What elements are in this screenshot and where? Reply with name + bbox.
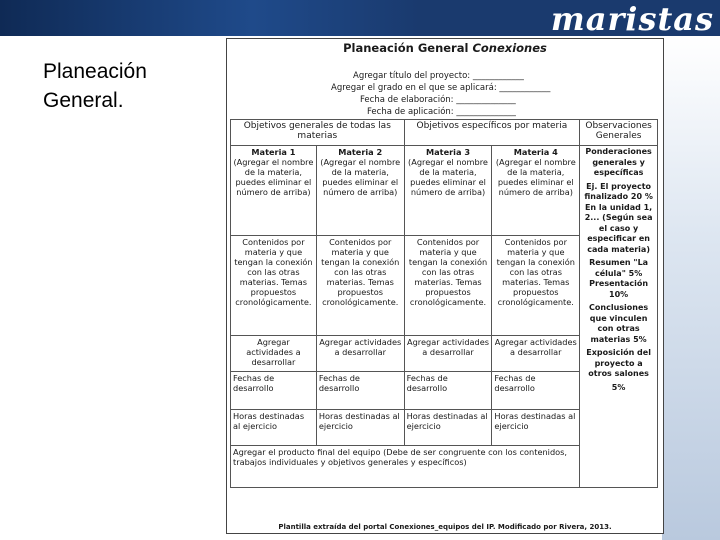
observation-item: Ponderaciones generales y específicas — [585, 147, 652, 177]
contents-cell: Contenidos por materia y que tengan la conexión con las otras materias. Temas propuestos cronológicamente. — [404, 236, 492, 336]
subject-name: Materia 1 — [251, 147, 296, 157]
subject-cell-2 — [316, 146, 404, 236]
document-title — [227, 41, 663, 55]
meta-project-title: Agregar título del proyecto: ____________ — [353, 71, 524, 81]
activities-cell: Agregar actividades a desarrollar — [492, 336, 580, 372]
subject-cell-3 — [404, 146, 492, 236]
meta-application-date: Fecha de aplicación: ______________ — [367, 107, 516, 117]
subject-desc: (Agregar el nombre de la materia, puedes eliminar el número de arriba) — [408, 157, 488, 197]
hours-cell: Horas destinadas al ejercicio — [231, 410, 317, 446]
slide-title: Planeación General. — [43, 60, 147, 112]
subject-name: Materia 2 — [338, 147, 383, 157]
observation-item: Resumen "La célula" 5% Presentación 10% — [589, 258, 649, 299]
planning-document — [226, 38, 664, 534]
dates-cell: Fechas de desarrollo — [231, 372, 317, 410]
subject-desc: (Agregar el nombre de la materia, puedes eliminar el número de arriba) — [233, 157, 314, 197]
contents-cell: Contenidos por materia y que tengan la conexión con las otras materias. Temas propuestos cronológicamente. — [492, 236, 580, 336]
subject-cell-1 — [231, 146, 317, 236]
document-title-emphasis: Conexiones — [472, 41, 547, 55]
header-specific-objectives: Objetivos específicos por materia — [404, 120, 580, 146]
contents-cell: Contenidos por materia y que tengan la conexión con las otras materias. Temas propuestos cronológicamente. — [231, 236, 317, 336]
hours-cell: Horas destinadas al ejercicio — [404, 410, 492, 446]
header-observations: Observaciones Generales — [580, 120, 658, 146]
decorative-right-band — [662, 36, 720, 540]
maristas-logo: maristas — [550, 0, 714, 36]
header-general-objectives: Objetivos generales de todas las materias — [231, 120, 405, 146]
activities-cell: Agregar actividades a desarrollar — [316, 336, 404, 372]
subject-desc: (Agregar el nombre de la materia, puedes eliminar el número de arriba) — [320, 157, 401, 197]
observation-item: Ej. El proyecto finalizado 20 % En la unidad 1, 2... (Según sea el caso y especificar en cada materia) — [584, 181, 653, 254]
planning-table — [230, 119, 658, 488]
activities-cell: Agregar actividades a desarrollar — [404, 336, 492, 372]
subject-name: Materia 3 — [425, 147, 471, 157]
observations-cell — [580, 146, 658, 488]
observation-item: 5% — [611, 382, 626, 392]
hours-cell: Horas destinadas al ejercicio — [316, 410, 404, 446]
activities-cell: Agregar actividades a desarrollar — [231, 336, 317, 372]
contents-cell: Contenidos por materia y que tengan la conexión con las otras materias. Temas propuestos cronológicamente. — [316, 236, 404, 336]
subject-desc: (Agregar el nombre de la materia, puedes eliminar el número de arriba) — [495, 157, 576, 197]
document-title-main: Planeación General — [343, 41, 469, 55]
final-product-cell: Agregar el producto final del equipo (Debe de ser congruente con los contenidos, trabajos individuales y objetivos generales y específicos) — [231, 446, 580, 488]
observation-item: Exposición del proyecto a otros salones — [586, 348, 651, 378]
meta-elaboration-date: Fecha de elaboración: ______________ — [360, 95, 516, 105]
dates-cell: Fechas de desarrollo — [492, 372, 580, 410]
header-band — [0, 0, 420, 36]
dates-cell: Fechas de desarrollo — [316, 372, 404, 410]
subject-name: Materia 4 — [513, 147, 558, 157]
subject-cell-4 — [492, 146, 580, 236]
meta-grade: Agregar el grado en el que se aplicará: ____________ — [331, 83, 551, 93]
document-footer: Plantilla extraída del portal Conexiones_equipos del IP. Modificado por Rivera, 2013. — [278, 523, 612, 531]
dates-cell: Fechas de desarrollo — [404, 372, 492, 410]
header-bar — [0, 0, 720, 36]
hours-cell: Horas destinadas al ejercicio — [492, 410, 580, 446]
observation-item: Conclusiones que vinculen con otras materias 5% — [589, 303, 649, 344]
